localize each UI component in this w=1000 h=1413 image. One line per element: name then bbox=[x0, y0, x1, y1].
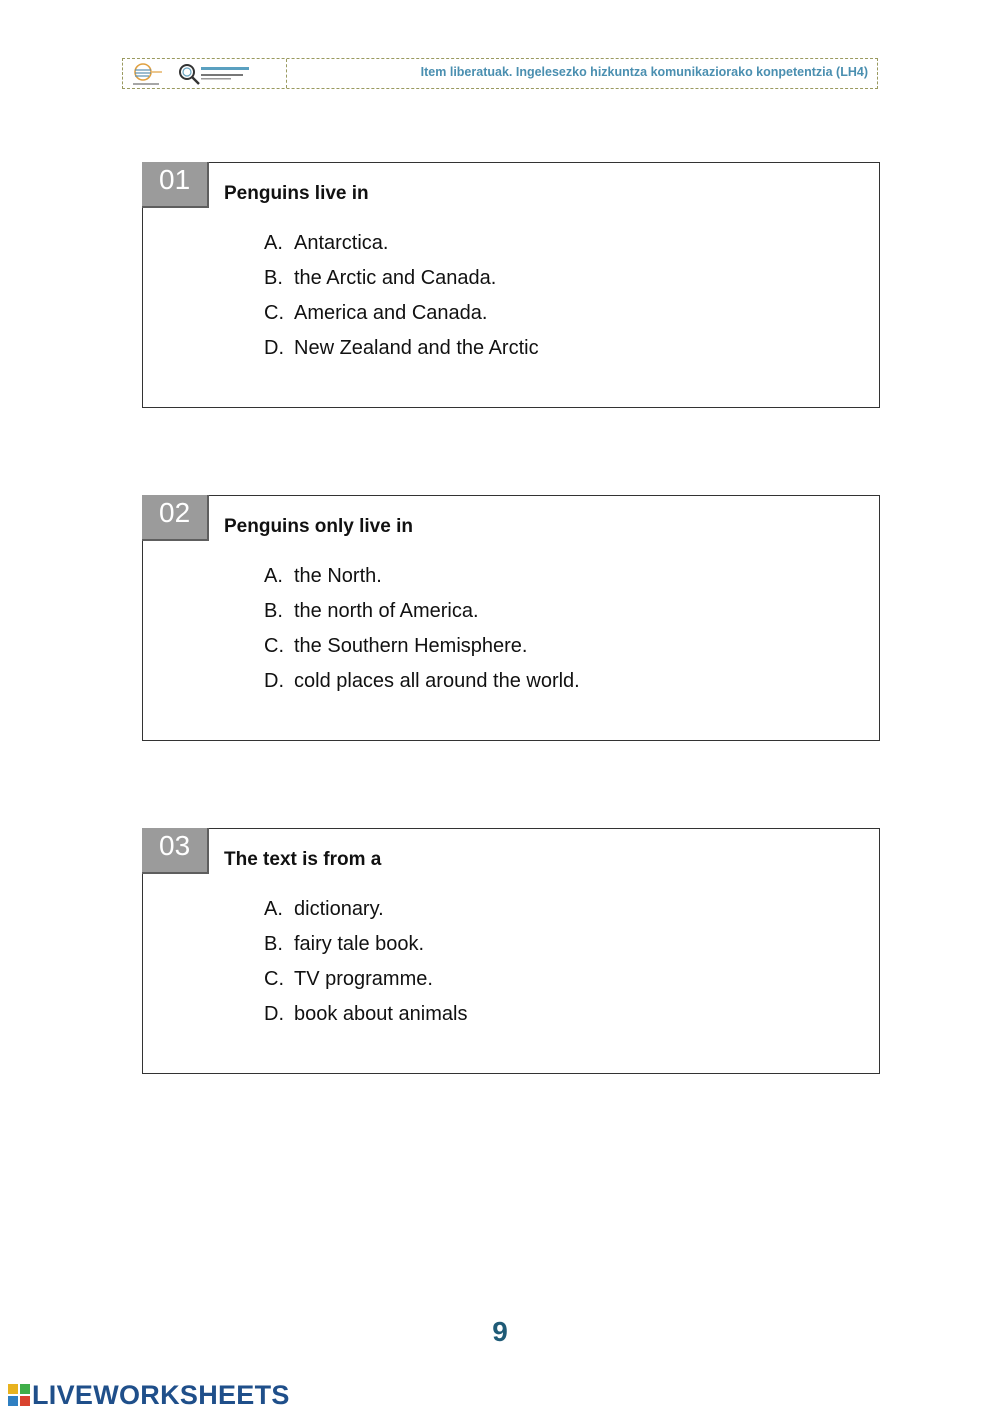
option-text: dictionary. bbox=[294, 898, 384, 920]
option-letter: A. bbox=[264, 565, 283, 587]
question-stem: Penguins live in bbox=[224, 183, 369, 204]
option-letter: B. bbox=[264, 933, 283, 955]
answer-option-a[interactable] bbox=[264, 563, 580, 598]
question-stem: Penguins only live in bbox=[224, 516, 413, 537]
header-title: Item liberatuak. Ingelesezko hizkuntza komunikaziorako konpetentzia (LH4) bbox=[420, 65, 868, 79]
option-text: New Zealand and the Arctic bbox=[294, 337, 539, 359]
answer-option-b[interactable] bbox=[264, 598, 580, 633]
question-block-3 bbox=[142, 828, 880, 1074]
answer-option-c[interactable] bbox=[264, 300, 539, 335]
answer-option-b[interactable] bbox=[264, 931, 467, 966]
question-number-badge: 01 bbox=[142, 162, 209, 208]
option-text: the north of America. bbox=[294, 600, 479, 622]
answer-option-d[interactable] bbox=[264, 1001, 467, 1036]
answer-option-d[interactable] bbox=[264, 668, 580, 703]
question-block-1 bbox=[142, 162, 880, 408]
option-text: Antarctica. bbox=[294, 232, 389, 254]
magnifier-logo-icon bbox=[177, 62, 201, 86]
option-letter: C. bbox=[264, 968, 284, 990]
answer-option-a[interactable] bbox=[264, 230, 539, 265]
option-text: the North. bbox=[294, 565, 382, 587]
header-logos bbox=[123, 59, 287, 88]
question-block-2 bbox=[142, 495, 880, 741]
answer-option-a[interactable] bbox=[264, 896, 467, 931]
evaluation-logo-text-icon bbox=[201, 65, 271, 81]
answer-option-c[interactable] bbox=[264, 633, 580, 668]
option-text: TV programme. bbox=[294, 968, 433, 990]
question-number-badge: 02 bbox=[142, 495, 209, 541]
page-number: 9 bbox=[492, 1316, 508, 1347]
answer-option-d[interactable] bbox=[264, 335, 539, 370]
option-letter: C. bbox=[264, 302, 284, 324]
liveworksheets-brand[interactable] bbox=[8, 1380, 290, 1410]
option-text: the Arctic and Canada. bbox=[294, 267, 497, 289]
option-letter: A. bbox=[264, 898, 283, 920]
option-letter: D. bbox=[264, 670, 284, 692]
answer-options bbox=[264, 563, 580, 703]
option-letter: A. bbox=[264, 232, 283, 254]
option-letter: B. bbox=[264, 267, 283, 289]
answer-option-c[interactable] bbox=[264, 966, 467, 1001]
option-letter: C. bbox=[264, 635, 284, 657]
option-text: fairy tale book. bbox=[294, 933, 425, 955]
option-text: cold places all around the world. bbox=[294, 670, 580, 692]
option-text: book about animals bbox=[294, 1003, 468, 1025]
option-letter: D. bbox=[264, 337, 284, 359]
answer-options bbox=[264, 896, 467, 1036]
liveworksheets-logo-icon bbox=[8, 1384, 30, 1406]
option-text: the Southern Hemisphere. bbox=[294, 635, 528, 657]
institution-logo-icon bbox=[129, 61, 165, 87]
option-letter: D. bbox=[264, 1003, 284, 1025]
question-number-badge: 03 bbox=[142, 828, 209, 874]
liveworksheets-wordmark: LIVEWORKSHEETS bbox=[32, 1380, 290, 1410]
answer-options bbox=[264, 230, 539, 370]
option-text: America and Canada. bbox=[294, 302, 488, 324]
question-stem: The text is from a bbox=[224, 849, 382, 870]
option-letter: B. bbox=[264, 600, 283, 622]
answer-option-b[interactable] bbox=[264, 265, 539, 300]
page-header bbox=[122, 58, 878, 89]
